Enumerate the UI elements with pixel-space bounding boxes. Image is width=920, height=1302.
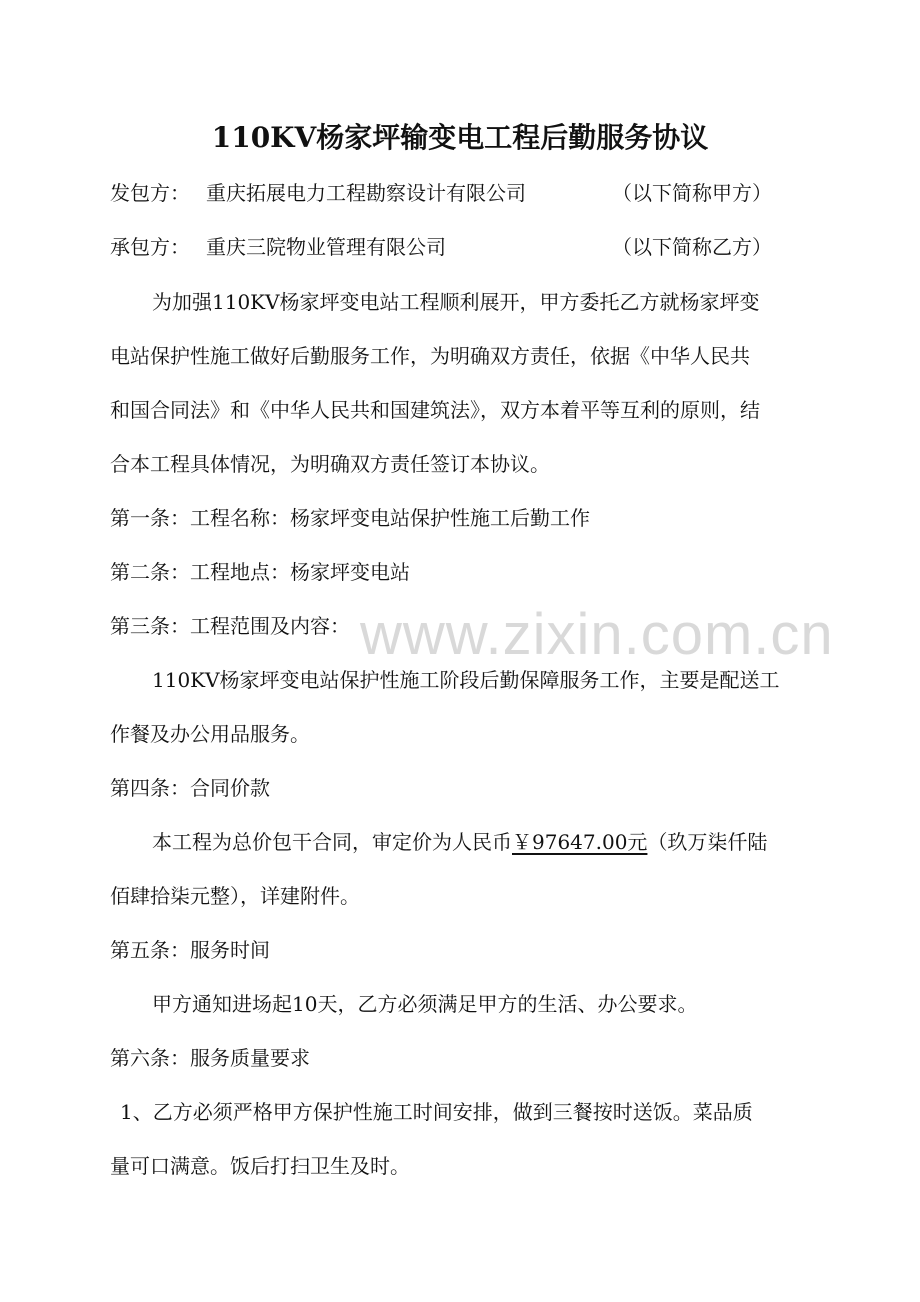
price-in-words: （玖万柒仟陆 — [647, 830, 768, 854]
article-5-body: 甲方通知进场起10天，乙方必须满足甲方的生活、办公要求。 — [152, 992, 698, 1016]
watermark: www.zixin.com.cn — [360, 602, 834, 667]
preamble-line: 电站保护性施工做好后勤服务工作，为明确双方责任，依据《中华人民共 — [110, 344, 750, 368]
preamble-line: 和国合同法》和《中华人民共和国建筑法》，双方本着平等互利的原则，结 — [110, 398, 760, 422]
article-6-item-line: 1、乙方必须严格甲方保护性施工时间安排，做到三餐按时送饭。菜品质 — [120, 1100, 753, 1124]
article-3-body-line: 110KV杨家坪变电站保护性施工阶段后勤保障服务工作，主要是配送工 — [152, 668, 780, 692]
preamble-line: 合本工程具体情况，为明确双方责任签订本协议。 — [110, 452, 550, 476]
article-2: 第二条：工程地点：杨家坪变电站 — [110, 560, 410, 584]
price-text: 本工程为总价包干合同，审定价为人民币 — [152, 830, 512, 854]
party-a-alias: （以下简称甲方） — [612, 181, 772, 205]
party-a-name: 重庆拓展电力工程勘察设计有限公司 — [206, 181, 526, 205]
party-b-name: 重庆三院物业管理有限公司 — [206, 235, 446, 259]
contract-amount: ￥97647.00元 — [512, 830, 648, 854]
article-4-body-line — [152, 827, 767, 857]
article-6-item-line: 量可口满意。饭后打扫卫生及时。 — [110, 1154, 410, 1178]
party-b-alias: （以下简称乙方） — [612, 235, 772, 259]
article-4-body-line: 佰肆拾柒元整），详建附件。 — [110, 884, 360, 908]
party-a-label: 发包方： — [110, 181, 190, 205]
article-1: 第一条：工程名称：杨家坪变电站保护性施工后勤工作 — [110, 506, 590, 530]
article-3-body-line: 作餐及办公用品服务。 — [110, 722, 310, 746]
party-b-label: 承包方： — [110, 235, 190, 259]
preamble-line: 为加强110KV杨家坪变电站工程顺利展开，甲方委托乙方就杨家坪变 — [152, 290, 760, 314]
document-title: 110KV杨家坪输变电工程后勤服务协议 — [211, 121, 709, 154]
article-6-heading: 第六条：服务质量要求 — [110, 1046, 310, 1070]
article-5-heading: 第五条：服务时间 — [110, 938, 270, 962]
article-4-heading: 第四条：合同价款 — [110, 776, 270, 800]
article-3-heading: 第三条：工程范围及内容： — [110, 614, 350, 638]
